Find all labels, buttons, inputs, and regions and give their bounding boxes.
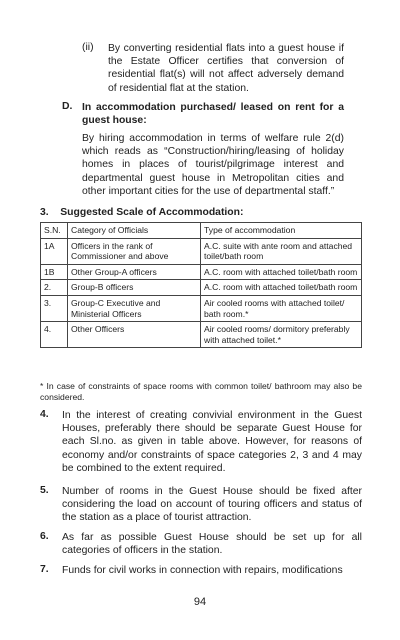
cell-category: Group-C Executive and Ministerial Officers bbox=[68, 295, 201, 321]
header-sn: S.N. bbox=[41, 223, 68, 239]
section-3-title: Suggested Scale of Accommodation: bbox=[60, 207, 244, 218]
section-d-label: D. bbox=[62, 101, 73, 112]
cell-sn: 1A bbox=[41, 238, 68, 264]
cell-sn: 4. bbox=[41, 322, 68, 348]
paragraph-4-number: 4. bbox=[40, 409, 49, 420]
table-row bbox=[41, 280, 362, 296]
paragraph-5-text: Number of rooms in the Guest House should be fixed after considering the load on account of touring officers and status of the station as a place of tourist attraction. bbox=[62, 486, 362, 524]
paragraph-6-text: As far as possible Guest House should be set up for all categories of officers in the station. bbox=[62, 532, 362, 557]
paragraph-7-number: 7. bbox=[40, 564, 49, 575]
section-d-body: By hiring accommodation in terms of welfare rule 2(d) which reads as “Construction/hiring/leasing of holiday homes in places of tourist/pilgrimage interest and departmental guest house in Metropolitan cities and other important cities for the use of departmental staff.” bbox=[82, 133, 344, 197]
paragraph-5-number: 5. bbox=[40, 485, 49, 496]
table-row bbox=[41, 264, 362, 280]
cell-category: Group-B officers bbox=[68, 280, 201, 296]
header-category: Category of Officials bbox=[68, 223, 201, 239]
cell-type: A.C. room with attached toilet/bath room bbox=[201, 280, 362, 296]
cell-sn: 2. bbox=[41, 280, 68, 296]
cell-type: A.C. suite with ante room and attached toilet/bath room bbox=[201, 238, 362, 264]
item-ii-number: (ii) bbox=[82, 42, 94, 53]
cell-type: Air cooled rooms with attached toilet/ bath room.* bbox=[201, 295, 362, 321]
item-ii-text: By converting residential flats into a guest house if the Estate Officer certifies that conversion of residential flat(s) will not affect adversely demand of residential flat at the station. bbox=[108, 43, 344, 94]
accommodation-scale-table bbox=[40, 222, 362, 348]
cell-sn: 1B bbox=[41, 264, 68, 280]
cell-category: Officers in the rank of Commissioner and above bbox=[68, 238, 201, 264]
cell-type: Air cooled rooms/ dormitory preferably with attached toilet.* bbox=[201, 322, 362, 348]
cell-sn: 3. bbox=[41, 295, 68, 321]
paragraph-4-text: In the interest of creating convivial environment in the Guest Houses, preferably there should be separate Guest House for each Sl.no. as given in table above. However, for reasons of economy and/or constraints of space categories 2, 3 and 4 may be combined to the extent required. bbox=[62, 410, 362, 474]
cell-category: Other Officers bbox=[68, 322, 201, 348]
table-header-row bbox=[41, 223, 362, 239]
paragraph-7-text: Funds for civil works in connection with repairs, modifications bbox=[62, 565, 343, 576]
section-d-title: In accommodation purchased/ leased on rent for a guest house: bbox=[82, 102, 344, 127]
cell-category: Other Group-A officers bbox=[68, 264, 201, 280]
section-3-number: 3. bbox=[40, 207, 49, 218]
section-3-heading bbox=[40, 207, 243, 218]
paragraph-6-number: 6. bbox=[40, 531, 49, 542]
page-number: 94 bbox=[193, 596, 207, 608]
table-row bbox=[41, 238, 362, 264]
table-footnote: * In case of constraints of space rooms with common toilet/ bathroom may also be considered. bbox=[40, 381, 362, 402]
table-row bbox=[41, 322, 362, 348]
table-row bbox=[41, 295, 362, 321]
header-type: Type of accommodation bbox=[201, 223, 362, 239]
cell-type: A.C. room with attached toilet/bath room bbox=[201, 264, 362, 280]
